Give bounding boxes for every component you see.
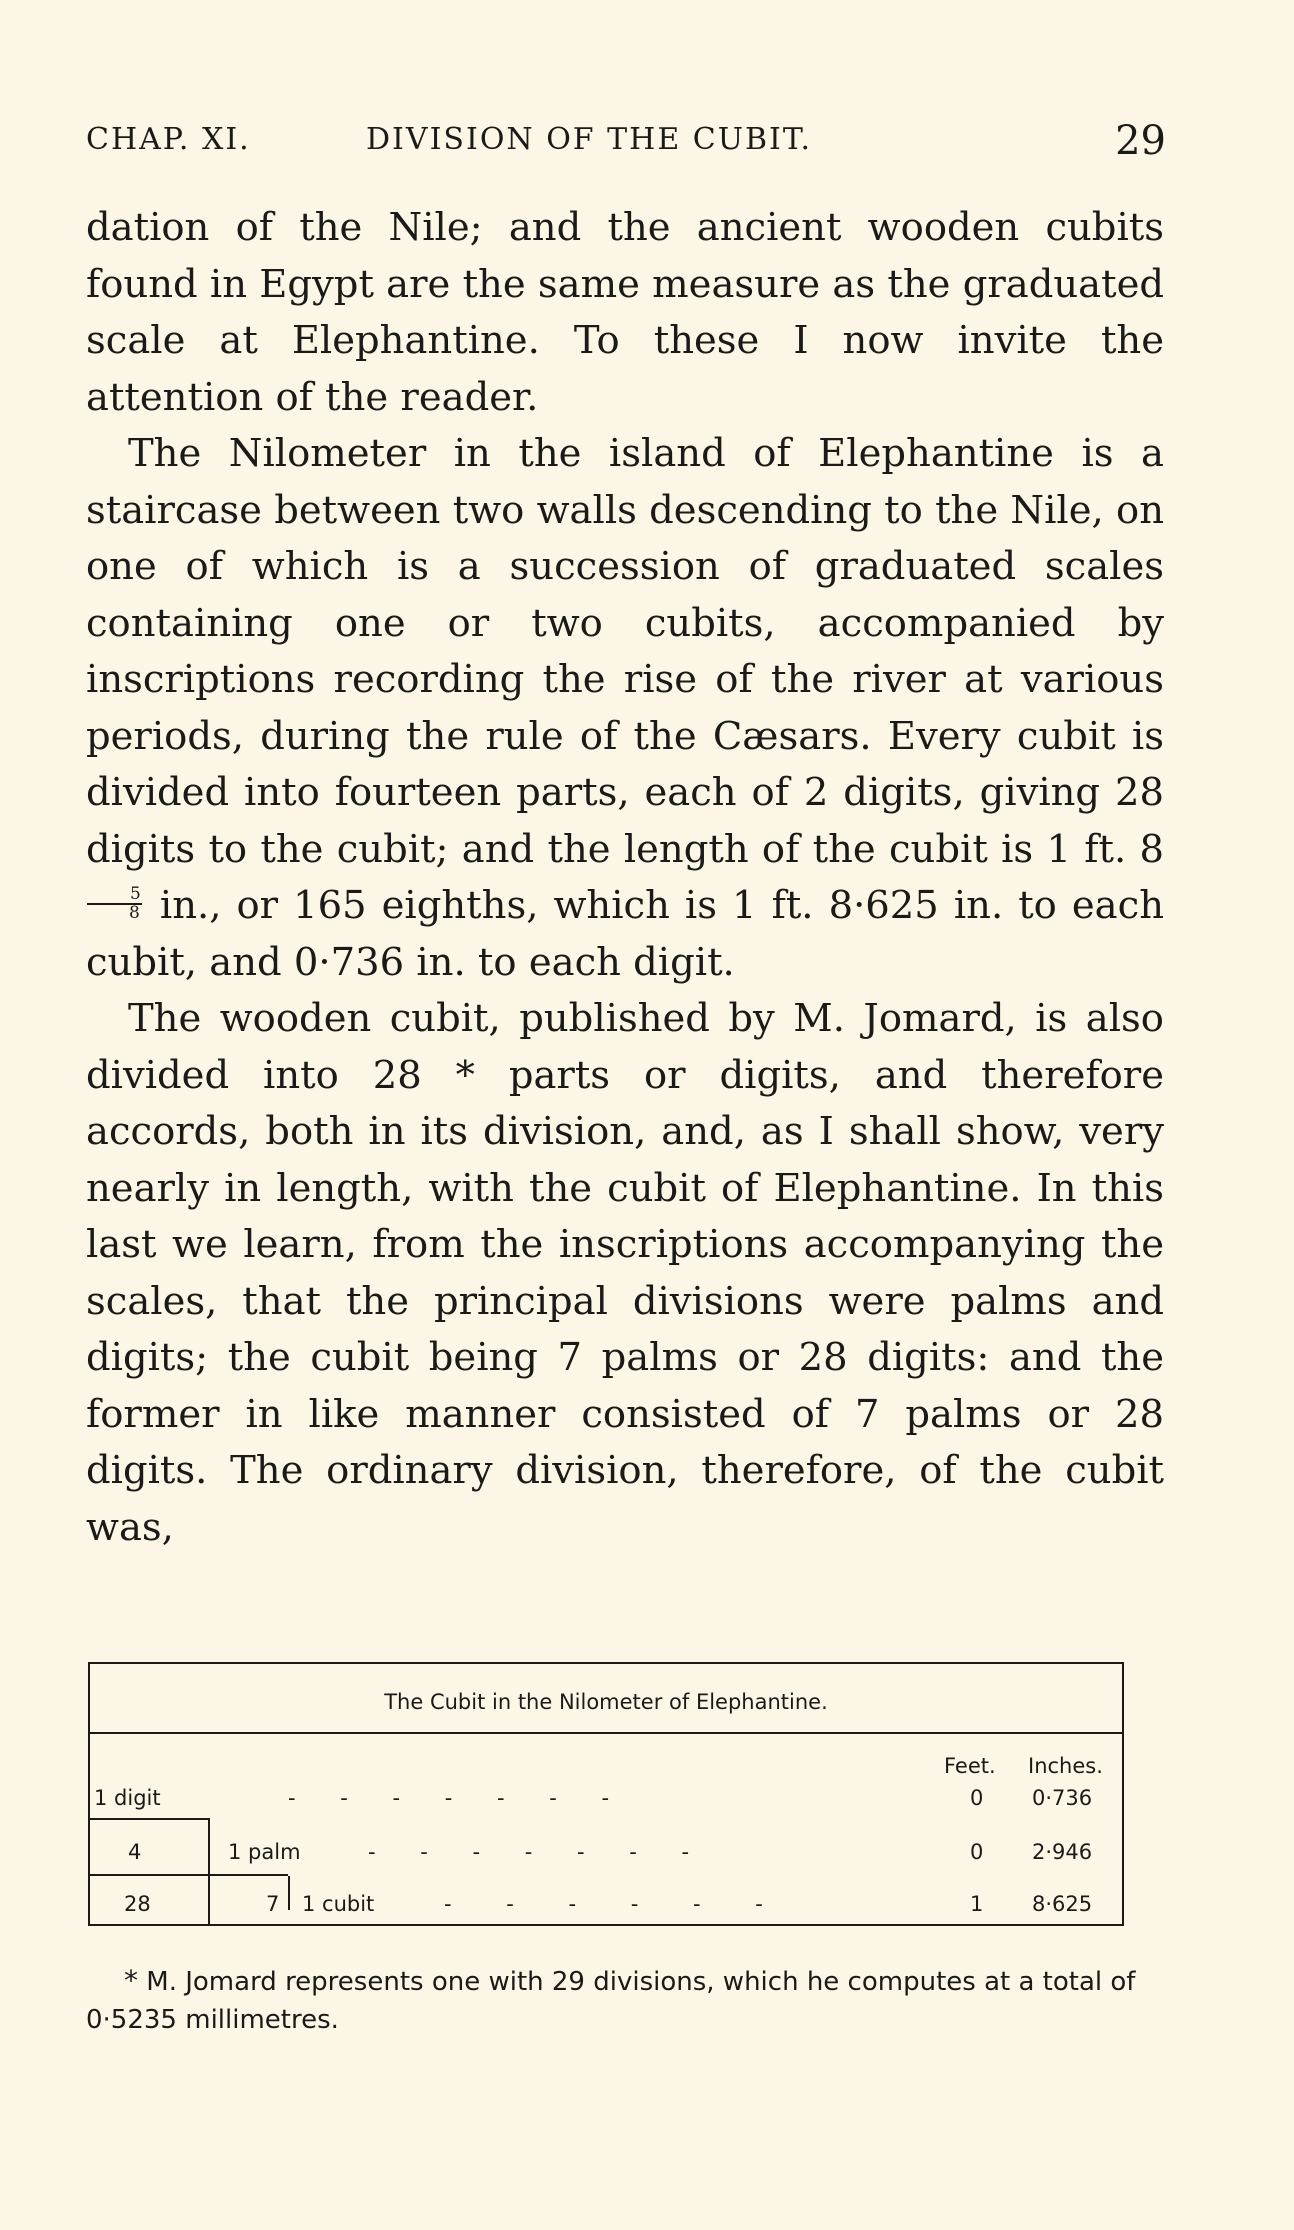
row-1-rule bbox=[88, 1818, 208, 1820]
row3-c2: 7 bbox=[266, 1892, 280, 1916]
cubit-table bbox=[88, 1662, 1126, 1926]
row2-c1: 4 bbox=[128, 1840, 142, 1864]
footnote-text: M. Jomard represents one with 29 divisions, which he computes at a total of 0·5235 millimetres. bbox=[86, 1967, 1136, 2035]
paragraph-2-part-a: The Nilometer in the island of Elephantine is a staircase between two walls descending to the Nile, on one of which is a succession of graduated scales containing one or two cubits, accompanied by inscriptions recording the rise of the river at various periods, during the rule of the Cæsars. Every cubit is divided into fourteen parts, each of 2 digits, giving 28 digits to the cubit; and the length of the cubit is 1 ft. 8 bbox=[86, 431, 1164, 872]
row2-c2: 1 palm bbox=[228, 1840, 301, 1864]
paragraph-2-part-b: in., or 165 eighths, which is 1 ft. 8·625 in. to each cubit, and 0·736 in. to each digit. bbox=[86, 883, 1164, 985]
header-inches: Inches. bbox=[1028, 1754, 1103, 1778]
running-title: DIVISION OF THE CUBIT. bbox=[366, 122, 813, 157]
page-number: 29 bbox=[1115, 118, 1166, 164]
footnote-marker: * bbox=[124, 1964, 138, 1997]
table-title: The Cubit in the Nilometer of Elephantine. bbox=[384, 1690, 828, 1714]
chapter-label: CHAP. XI. bbox=[86, 122, 251, 157]
row3-c1: 28 bbox=[124, 1892, 151, 1916]
row1-feet: 0 bbox=[970, 1786, 984, 1810]
fraction-numerator: 5 bbox=[87, 886, 142, 905]
paragraph-3: The wooden cubit, published by M. Jomard, is also divided into 28 * parts or digits, and therefore accords, both in its division, and, as I shall show, very nearly in length, with the cubit of Elephantine. In this last we learn, from the inscriptions accompanying the scales, that the principal divisions were palms and digits; the cubit being 7 palms or 28 digits: and the former in like manner consisted of 7 palms or 28 digits. The ordinary division, therefore, of the cubit was, bbox=[86, 996, 1164, 1550]
footnote bbox=[86, 1962, 1166, 2039]
paragraph-1: dation of the Nile; and the ancient wooden cubits found in Egypt are the same measure as the graduated scale at Elephantine. To these I now invite the attention of the reader. bbox=[86, 205, 1164, 420]
row3-feet: 1 bbox=[970, 1892, 984, 1916]
row-2-rule bbox=[88, 1874, 288, 1876]
row2-leaders: - - - - - - - bbox=[368, 1840, 690, 1864]
row3-inches: 8·625 bbox=[1032, 1892, 1093, 1916]
body-text bbox=[86, 200, 1164, 1556]
col-2-rule bbox=[288, 1876, 290, 1910]
paragraph-2 bbox=[86, 426, 1164, 991]
row2-inches: 2·946 bbox=[1032, 1840, 1093, 1864]
table-top-rule bbox=[88, 1662, 1124, 1664]
fraction-five-eighths bbox=[87, 886, 142, 922]
table-title-rule bbox=[88, 1732, 1124, 1734]
running-header bbox=[86, 118, 1166, 172]
row2-feet: 0 bbox=[970, 1840, 984, 1864]
row1-inches: 0·736 bbox=[1032, 1786, 1093, 1810]
row1-c1: 1 digit bbox=[94, 1786, 161, 1810]
header-feet: Feet. bbox=[944, 1754, 996, 1778]
row3-c3: 1 cubit bbox=[302, 1892, 375, 1916]
row1-leaders: - - - - - - - bbox=[288, 1786, 610, 1810]
row3-leaders: - - - - - - bbox=[444, 1892, 763, 1916]
col-1-rule bbox=[208, 1818, 210, 1926]
table-bottom-rule bbox=[88, 1924, 1124, 1926]
fraction-denominator: 8 bbox=[129, 903, 140, 923]
